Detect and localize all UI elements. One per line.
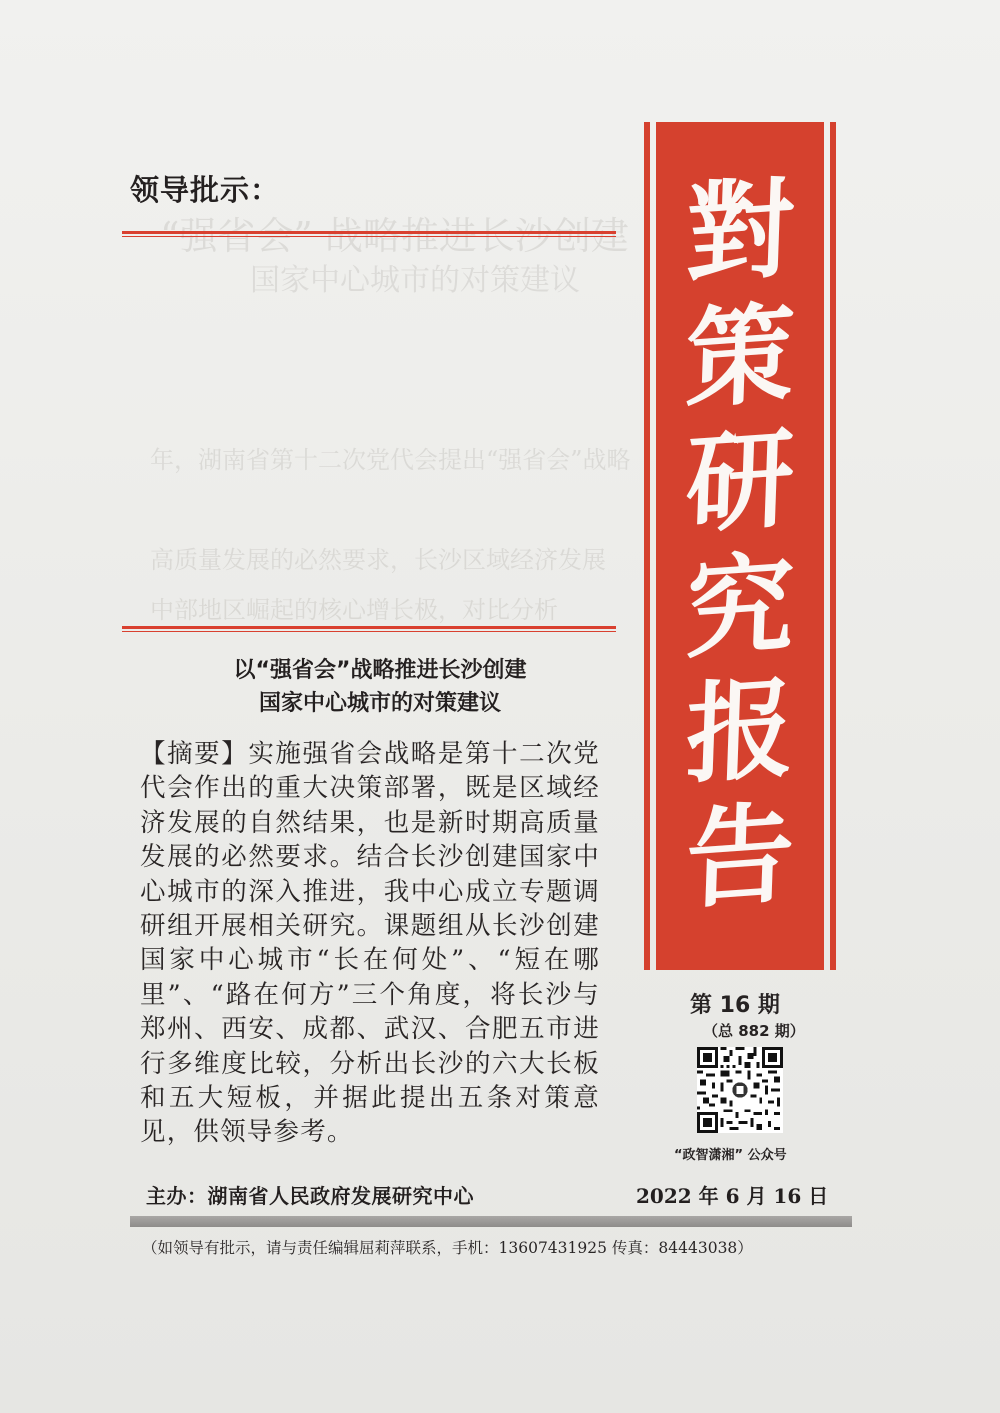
qr-caption: “政智潇湘” 公众号 [674, 1148, 787, 1163]
top-divider [122, 231, 616, 234]
qr-code-icon [697, 1047, 783, 1133]
top-divider-thin [122, 236, 616, 237]
masthead-char: 研 [683, 414, 797, 550]
masthead-stripe-right [830, 122, 836, 970]
article-title-line: 国家中心城市的对策建议 [258, 691, 501, 716]
publish-date: 2022 年 6 月 16 日 [636, 1184, 829, 1208]
show-through-text: 高质量发展的必然要求，长沙区域经济发展 [150, 546, 606, 574]
masthead-title [656, 164, 824, 925]
middle-divider-thin [122, 631, 616, 632]
middle-divider [122, 626, 616, 629]
masthead-stripe-left [644, 122, 650, 970]
show-through-text: 年，湖南省第十二次党代会提出“强省会”战略 [150, 446, 631, 474]
issue-total: （总 882 期） [703, 1022, 805, 1040]
masthead-char: 告 [683, 789, 797, 925]
article-title-line: 以“强省会”战略推进长沙创建 [233, 658, 527, 683]
show-through-text: 国家中心城市的对策建议 [250, 263, 580, 298]
issue-number: 第 16 期 [690, 993, 780, 1018]
abstract [140, 737, 600, 1150]
abstract-text: 实施强省会战略是第十二次党代会作出的重大决策部署，既是区域经济发展的自然结果，也是新时期高质量发展的必然要求。结合长沙创建国家中心城市的深入推进，我中心成立专题调研组开展相关研究。课题组从长沙创建国家中心城市“长在何处”、“短在哪里”、“路在何方”三个角度，将长沙与郑州、西安、成都、武汉、合肥五市进行多维度比较，分析出长沙的六大长板和五大短板，并据此提出五条对策意见，供领导参考。 [140, 739, 600, 1148]
masthead-char: 究 [683, 539, 797, 675]
masthead-char: 策 [683, 289, 797, 425]
abstract-label: 【摘要】 [140, 739, 249, 769]
footer-bar [130, 1216, 852, 1227]
contact-info: （如领导有批示，请与责任编辑屈莉萍联系，手机：13607431925 传真：84443038） [142, 1239, 753, 1257]
leader-comment-label: 领导批示： [130, 173, 281, 207]
masthead-char: 對 [683, 164, 797, 300]
article-title [150, 654, 610, 720]
show-through-text: 中部地区崛起的核心增长极，对比分析 [150, 596, 558, 624]
masthead-char: 报 [683, 664, 797, 800]
host-organization: 主办：湖南省人民政府发展研究中心 [146, 1184, 474, 1208]
